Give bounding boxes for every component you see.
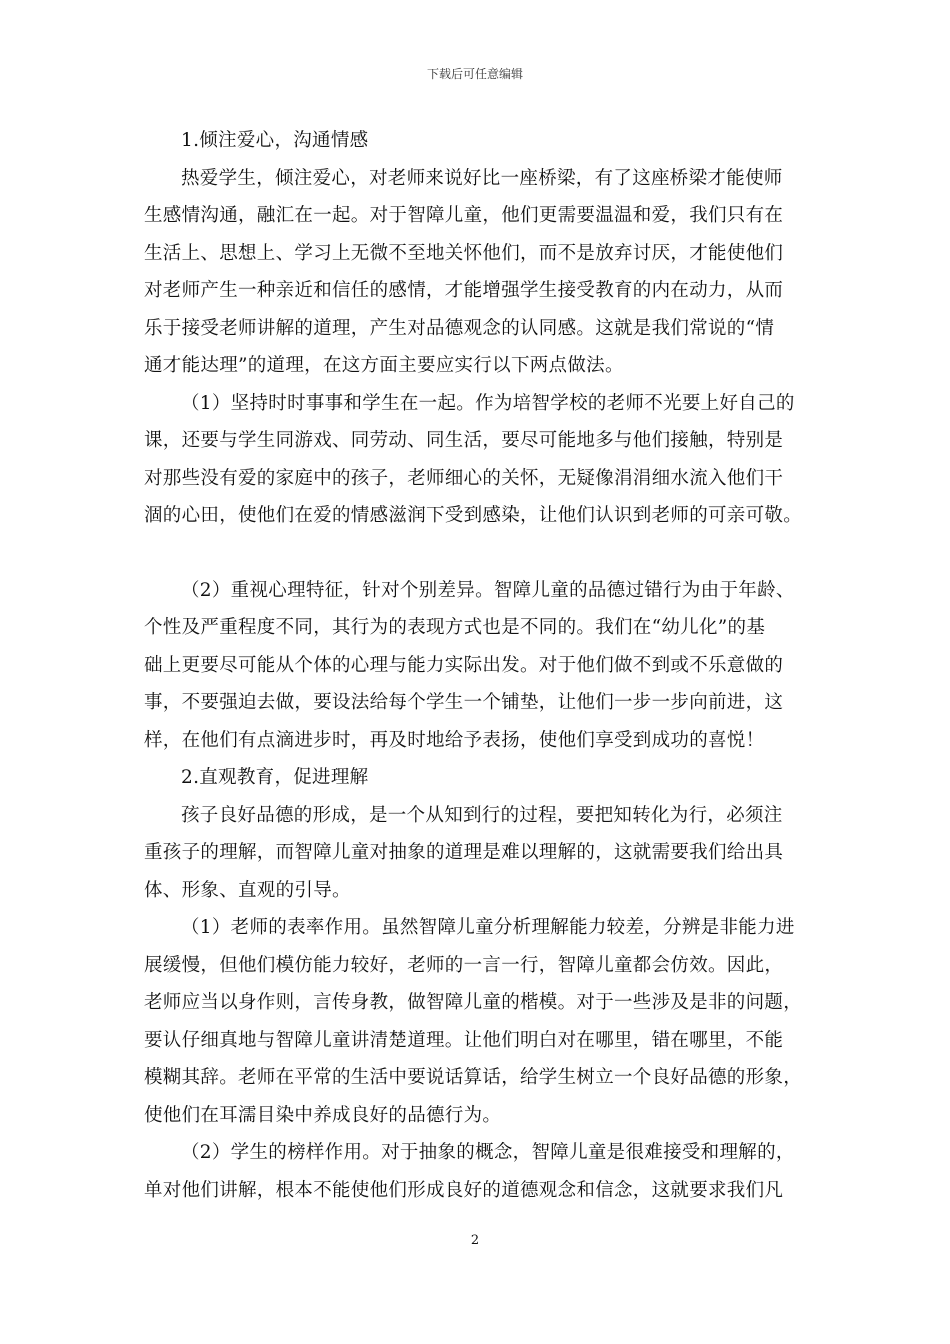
text-line: 事，不要强迫去做，要设法给每个学生一个铺垫，让他们一步一步向前进，这 [144,692,784,713]
text-line: 样，在他们有点滴进步时，再及时地给予表扬，使他们享受到成功的喜悦！ [144,729,765,751]
text-line: 体、形象、直观的引导。 [144,879,351,901]
paragraph-gap [144,535,812,572]
text-line: 要认仔细真地与智障儿童讲清楚道理。让他们明白对在哪里，错在哪里，不能 [144,1029,784,1051]
text-line: （1）老师的表率作用。虽然智障儿童分析理解能力较差，分辨是非能力进 [181,917,795,938]
text-line: 热爱学生，倾注爱心，对老师来说好比一座桥梁，有了这座桥梁才能使师 [181,167,783,189]
text-line: 础上更要尽可能从个体的心理与能力实际出发。对于他们做不到或不乐意做的 [144,654,784,676]
text-line: 重孩子的理解，而智障儿童对抽象的道理是难以理解的，这就需要我们给出具 [144,842,784,863]
text-line: （2）学生的榜样作用。对于抽象的概念，智障儿童是很难接受和理解的， [181,1142,795,1163]
text-line: 展缓慢，但他们模仿能力较好，老师的一言一行，智障儿童都会仿效。因此， [144,954,784,976]
text-line: 生感情沟通，融汇在一起。对于智障儿童，他们更需要温温和爱，我们只有在 [144,205,784,226]
document-body [144,122,812,1209]
text-line: 对老师产生一种亲近和信任的感情，才能增强学生接受教育的内在动力，从而 [144,280,784,301]
text-line: 通才能达理”的道理，在这方面主要应实行以下两点做法。 [144,355,624,376]
text-line: 生活上、思想上、学习上无微不至地关怀他们，而不是放弃讨厌，才能使他们 [144,242,784,264]
text-line: 2.直观教育，促进理解 [181,767,369,788]
text-line: 孩子良好品德的形成，是一个从知到行的过程，要把知转化为行，必须注 [181,804,783,826]
text-line: 课，还要与学生同游戏、同劳动、同生活，要尽可能地多与他们接触，特别是 [144,430,784,451]
text-line: 1.倾注爱心，沟通情感 [181,130,369,151]
text-line: 乐于接受老师讲解的道理，产生对品德观念的认同感。这就是我们常说的“情 [144,317,775,339]
text-line: 对那些没有爱的家庭中的孩子，老师细心的关怀，无疑像涓涓细水流入他们干 [144,467,784,489]
page-number: 2 [470,1233,480,1248]
page-header-note: 下载后可任意编辑 [426,67,523,81]
text-line: （2）重视心理特征，针对个别差异。智障儿童的品德过错行为由于年龄、 [181,579,795,601]
text-line: 老师应当以身作则，言传身教，做智障儿童的楷模。对于一些涉及是非的问题， [144,992,803,1013]
text-line: （1）坚持时时事事和学生在一起。作为培智学校的老师不光要上好自己的 [181,392,795,414]
text-line: 单对他们讲解，根本不能使他们形成良好的道德观念和信念，这就要求我们凡 [144,1179,784,1201]
text-line: 模糊其辞。老师在平常的生活中要说话算话，给学生树立一个良好品德的形象， [144,1067,803,1088]
text-line: 使他们在耳濡目染中养成良好的品德行为。 [144,1104,502,1126]
text-line: 涸的心田，使他们在爱的情感滋润下受到感染，让他们认识到老师的可亲可敬。 [144,505,803,526]
text-line: 个性及严重程度不同，其行为的表现方式也是不同的。我们在“幼儿化”的基 [144,617,766,638]
